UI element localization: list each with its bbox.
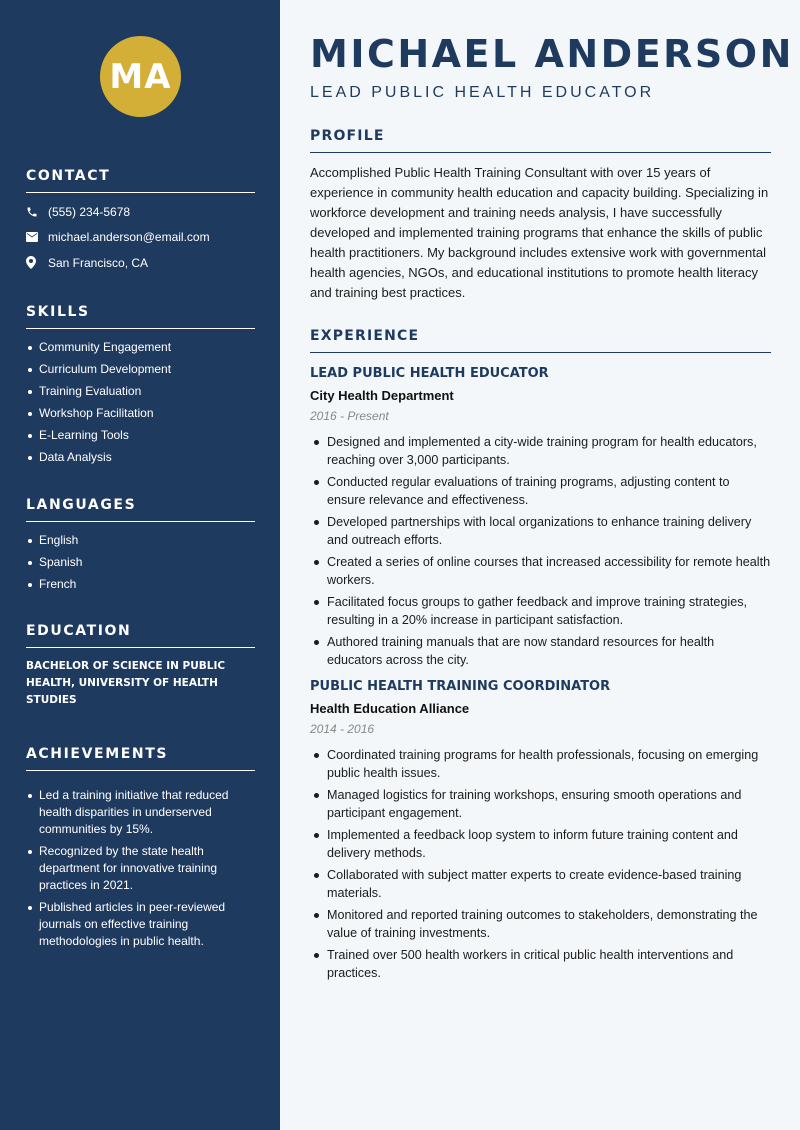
profile-heading: PROFILE — [310, 128, 771, 153]
avatar: MA — [100, 36, 181, 117]
skill-item: Curriculum Development — [26, 361, 255, 378]
skill-item: Community Engagement — [26, 339, 255, 356]
education-degree: BACHELOR OF SCIENCE IN PUBLIC HEALTH, UNIVERSITY OF HEALTH STUDIES — [26, 660, 226, 706]
languages-heading: LANGUAGES — [26, 497, 255, 522]
skills-heading: SKILLS — [26, 304, 255, 329]
languages-list — [26, 532, 255, 593]
achievement-item: Led a training initiative that reduced health disparities in underserved communities by 15%. — [26, 787, 255, 838]
job-bullet: Facilitated focus groups to gather feedback and improve training strategies, resulting in a 20% increase in participant satisfaction. — [310, 593, 771, 629]
job-bullet: Coordinated training programs for health professionals, focusing on emerging public health issues. — [310, 746, 771, 782]
email-icon — [26, 232, 48, 242]
profile-text: Accomplished Public Health Training Consultant with over 15 years of experience in community health education and capacity building. Specializing in workforce development and training needs analysis, I have successfully developed and implemented training programs that enhance the skills of public health practitioners. My background includes extensive work with governmental health agencies, NGOs, and educational institutions to promote health literacy and training best practices. — [310, 165, 769, 300]
achievements-list — [26, 787, 255, 950]
contact-email-text[interactable]: michael.anderson@email.com — [48, 230, 210, 245]
job-bullets — [310, 746, 771, 982]
job-bullet: Collaborated with subject matter experts to create evidence-based training materials. — [310, 866, 771, 902]
achievements-section — [26, 746, 255, 955]
education-section — [26, 623, 255, 709]
language-item: English — [26, 532, 255, 549]
location-pin-icon — [26, 256, 48, 269]
skills-section — [26, 304, 255, 471]
achievements-heading: ACHIEVEMENTS — [26, 746, 255, 771]
contact-phone — [26, 199, 255, 225]
job-bullet: Conducted regular evaluations of training programs, adjusting content to ensure relevance and effectiveness. — [310, 473, 771, 509]
experience-section — [310, 328, 771, 986]
skill-item: E-Learning Tools — [26, 427, 255, 444]
profile-section — [310, 128, 771, 303]
contact-section — [26, 168, 255, 276]
job-bullet: Authored training manuals that are now standard resources for health educators across the city. — [310, 633, 771, 669]
job-entry — [310, 366, 771, 669]
candidate-title: LEAD PUBLIC HEALTH EDUCATOR — [310, 84, 655, 101]
sidebar — [0, 0, 280, 1130]
contact-location-text: San Francisco, CA — [48, 255, 149, 270]
job-bullet: Monitored and reported training outcomes to stakeholders, demonstrating the value of training investments. — [310, 906, 771, 942]
job-dates: 2016 - Present — [310, 409, 389, 423]
job-bullet: Trained over 500 health workers in critical public health interventions and practices. — [310, 946, 771, 982]
skill-item: Data Analysis — [26, 449, 255, 466]
job-bullet: Designed and implemented a city-wide training program for health educators, reaching over 3,000 participants. — [310, 433, 771, 469]
job-bullets — [310, 433, 771, 669]
achievement-item: Recognized by the state health department for innovative training practices in 2021. — [26, 843, 255, 894]
experience-heading: EXPERIENCE — [310, 328, 771, 353]
contact-location — [26, 250, 255, 276]
language-item: Spanish — [26, 554, 255, 571]
education-heading: EDUCATION — [26, 623, 255, 648]
job-title: PUBLIC HEALTH TRAINING COORDINATOR — [310, 679, 611, 694]
contact-email[interactable] — [26, 225, 255, 251]
job-company: City Health Department — [310, 388, 454, 403]
contact-heading: CONTACT — [26, 168, 255, 193]
languages-section — [26, 497, 255, 598]
skills-list — [26, 339, 255, 466]
skill-item: Workshop Facilitation — [26, 405, 255, 422]
job-bullet: Managed logistics for training workshops, ensuring smooth operations and participant engagement. — [310, 786, 771, 822]
job-company: Health Education Alliance — [310, 701, 470, 716]
language-item: French — [26, 576, 255, 593]
job-bullet: Developed partnerships with local organizations to enhance training delivery and outreach efforts. — [310, 513, 771, 549]
achievement-item: Published articles in peer-reviewed journals on effective training methodologies in public health. — [26, 899, 255, 950]
phone-icon — [26, 206, 48, 218]
job-entry — [310, 679, 771, 982]
job-title: LEAD PUBLIC HEALTH EDUCATOR — [310, 366, 549, 381]
candidate-name: MICHAEL ANDERSON — [310, 32, 794, 76]
job-bullet: Created a series of online courses that increased accessibility for remote health workers. — [310, 553, 771, 589]
job-dates: 2014 - 2016 — [310, 722, 375, 736]
job-bullet: Implemented a feedback loop system to inform future training content and delivery methods. — [310, 826, 771, 862]
skill-item: Training Evaluation — [26, 383, 255, 400]
contact-phone-text: (555) 234-5678 — [48, 204, 131, 219]
